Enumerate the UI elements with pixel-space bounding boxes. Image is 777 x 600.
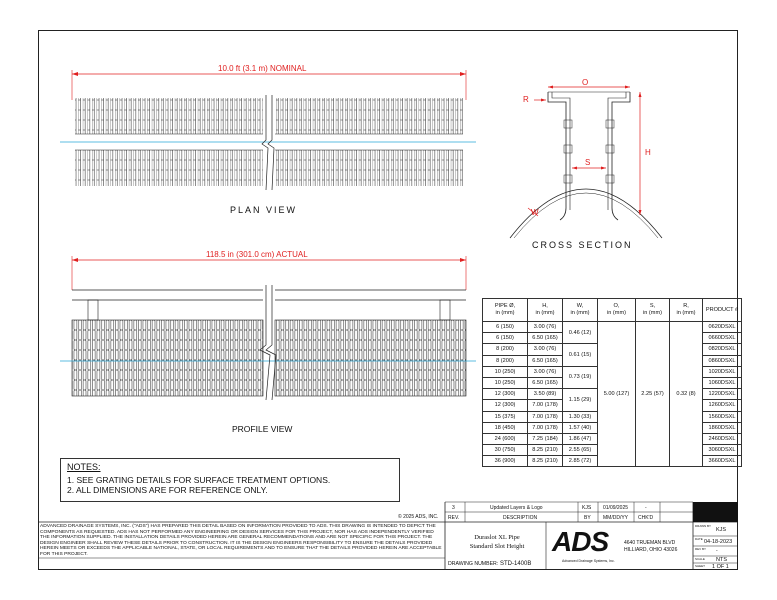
cell-w: 0.73 (19): [563, 366, 598, 388]
cell-s: 2.25 (57): [636, 322, 670, 467]
cell-product-number: 1860DSXL: [703, 422, 742, 433]
header-s: S, in (mm): [636, 299, 670, 322]
cell-h: 7.25 (184): [528, 433, 563, 444]
dim-h-label: H: [645, 148, 651, 157]
cell-product-number: 0860DSXL: [703, 355, 742, 366]
cell-h: 3.50 (89): [528, 389, 563, 400]
cell-w: 0.61 (15): [563, 344, 598, 366]
cell-product-number: 1020DSXL: [703, 366, 742, 377]
cell-pipe-diameter: 30 (750): [483, 445, 528, 456]
dim-r-label: R: [523, 95, 529, 104]
title-line-2: Standard Slot Height: [469, 543, 525, 550]
cell-h: 3.00 (76): [528, 344, 563, 355]
cell-product-number: 3660DSXL: [703, 456, 742, 467]
cell-pipe-diameter: 6 (150): [483, 333, 528, 344]
cross-section-caption: CROSS SECTION: [532, 240, 633, 250]
cell-product-number: 0620DSXL: [703, 322, 742, 333]
cell-product-number: 2460DSXL: [703, 433, 742, 444]
drawing-number: STD-1400B: [500, 561, 532, 567]
header-w: W, in (mm): [563, 299, 598, 322]
dim-w-label: W: [531, 208, 539, 217]
cell-pipe-diameter: 6 (150): [483, 322, 528, 333]
cell-o: 5.00 (127): [598, 322, 636, 467]
cell-h: 8.25 (210): [528, 445, 563, 456]
dim-o-label: O: [582, 78, 589, 87]
plan-pipe-left-bottom: [75, 150, 263, 186]
header-product: PRODUCT #: [703, 299, 742, 322]
date-header: MM/DD/YY: [603, 515, 628, 521]
plan-dim-label: 10.0 ft (3.1 m) NOMINAL: [218, 64, 307, 73]
cell-h: 7.00 (178): [528, 400, 563, 411]
rev-header: REV.: [448, 515, 460, 521]
header-h: H, in (mm): [528, 299, 563, 322]
by-header: BY: [584, 515, 591, 521]
cell-h: 7.00 (178): [528, 422, 563, 433]
cell-pipe-diameter: 12 (300): [483, 400, 528, 411]
plan-pipe-right-bottom: [275, 150, 463, 186]
cell-pipe-diameter: 10 (250): [483, 366, 528, 377]
description-header: DESCRIPTION: [503, 515, 538, 521]
cell-h: 6.50 (165): [528, 333, 563, 344]
cell-h: 6.50 (165): [528, 377, 563, 388]
cell-product-number: 1260DSXL: [703, 400, 742, 411]
cell-pipe-diameter: 8 (200): [483, 344, 528, 355]
cell-product-number: 1220DSXL: [703, 389, 742, 400]
header-pipe-diameter: PIPE Ø, in (mm): [483, 299, 528, 322]
cell-product-number: 1060DSXL: [703, 377, 742, 388]
cell-product-number: 0820DSXL: [703, 344, 742, 355]
rev-number: 3: [452, 505, 455, 511]
cell-w: 1.30 (33): [563, 411, 598, 422]
rev-by: KJS: [582, 505, 592, 511]
cell-pipe-diameter: 18 (450): [483, 422, 528, 433]
cell-w: 1.15 (29): [563, 389, 598, 411]
plan-view-caption: PLAN VIEW: [230, 205, 298, 215]
plan-pipe-right-top: [275, 98, 463, 134]
copyright: © 2025 ADS, INC.: [398, 514, 439, 520]
header-o: O, in (mm): [598, 299, 636, 322]
drawing-number-label: DRAWING NUMBER:: [448, 561, 499, 567]
plan-view: [60, 70, 476, 190]
note-item: 1. SEE GRATING DETAILS FOR SURFACE TREATMENT OPTIONS.: [67, 475, 331, 485]
cell-product-number: 3060DSXL: [703, 445, 742, 456]
checked-header: CHK'D: [638, 515, 654, 521]
profile-pipe-right: [275, 320, 466, 396]
cell-pipe-diameter: 12 (300): [483, 389, 528, 400]
dim-s-label: S: [585, 158, 591, 167]
cell-pipe-diameter: 15 (375): [483, 411, 528, 422]
cell-pipe-diameter: 24 (600): [483, 433, 528, 444]
profile-view-caption: PROFILE VIEW: [232, 424, 293, 434]
drawn-by: KJS: [716, 527, 727, 533]
title-line-1: Duraslot XL Pipe: [474, 534, 520, 541]
cell-w: 1.57 (40): [563, 422, 598, 433]
rev-by-value: -: [716, 548, 718, 554]
profile-pipe-left: [72, 320, 263, 396]
drawn-by-label: DRAWN BY: [695, 524, 712, 528]
cell-h: 8.25 (210): [528, 456, 563, 467]
cell-pipe-diameter: 36 (900): [483, 456, 528, 467]
cell-h: 6.50 (165): [528, 355, 563, 366]
cell-w: 2.55 (65): [563, 445, 598, 456]
profile-view: [60, 256, 476, 400]
cell-h: 7.00 (178): [528, 411, 563, 422]
address-line-2: HILLIARD, OHIO 43026: [624, 547, 678, 553]
notes-title: NOTES:: [67, 462, 101, 472]
rev-description: Updated Layers & Logo: [490, 505, 543, 511]
cell-r: 0.32 (8): [670, 322, 703, 467]
notes-box: [60, 458, 400, 502]
cell-pipe-diameter: 8 (200): [483, 355, 528, 366]
header-r: R, in (mm): [670, 299, 703, 322]
rev-by-label: REV BY: [695, 547, 707, 551]
cell-product-number: 0660DSXL: [703, 333, 742, 344]
note-item: 2. ALL DIMENSIONS ARE FOR REFERENCE ONLY.: [67, 485, 268, 495]
cell-w: 0.46 (12): [563, 322, 598, 344]
cell-h: 3.00 (76): [528, 322, 563, 333]
profile-dim-label: 118.5 in (301.0 cm) ACTUAL: [206, 250, 308, 259]
cell-pipe-diameter: 10 (250): [483, 377, 528, 388]
scale: NTS: [716, 557, 727, 563]
cell-w: 1.86 (47): [563, 433, 598, 444]
address-line-1: 4640 TRUEMAN BLVD: [624, 540, 676, 546]
disclaimer: ADVANCED DRAINAGE SYSTEMS, INC. ("ADS") HAS PREPARED THIS DETAIL BASED ON INFORMATION PROVIDED TO ADS. THIS DRAWING IS INTENDED TO DEPICT THE COMPONENTS AS REQUESTED. ADS HAS NOT PERFORMED ANY ENGINEERING OR DESIGN SERVICES FOR THIS PROJECT, NOR HAS ADS INDEPENDENTLY VERIFIED THE INFORMATION SUPPLIED. THE INSTALLATION DETAILS PROVIDED HEREIN ARE GENERAL RECOMMENDATIONS AND ARE NOT SPECIFIC FOR THIS PROJECT. THE DESIGN ENGINEER SHALL REVIEW THESE DETAILS PRIOR TO CONSTRUCTION. IT IS THE DESIGN ENGINEERS RESPONSIBILITY TO ENSURE THE DETAILS PROVIDED HEREIN MEETS OR EXCEEDS THE APPLICABLE NATIONAL, STATE, OR LOCAL REQUIREMENTS AND TO ENSURE THAT THE DETAILS PROVIDED HEREIN ARE ACCEPTABLE FOR THIS PROJECT.: [40, 524, 442, 557]
rev-checked: -: [645, 505, 647, 511]
scale-label: SCALE: [695, 556, 705, 561]
cell-w: 2.85 (72): [563, 456, 598, 467]
date-label: DATE: [695, 537, 703, 541]
cell-product-number: 1560DSXL: [703, 411, 742, 422]
table-header-row: [483, 299, 742, 322]
plan-pipe-left-top: [75, 98, 263, 134]
rev-date: 01/09/2025: [603, 505, 629, 511]
date: 04-18-2023: [704, 539, 733, 545]
ads-logo-subtitle: Advanced Drainage Systems, Inc.: [562, 559, 615, 563]
ads-logo: ADS: [552, 526, 609, 557]
table-row: [483, 322, 742, 333]
sheet: 1 OF 1: [712, 564, 729, 570]
cell-h: 3.00 (76): [528, 366, 563, 377]
sheet-label: SHEET: [695, 563, 706, 568]
dimension-table: [482, 298, 742, 467]
